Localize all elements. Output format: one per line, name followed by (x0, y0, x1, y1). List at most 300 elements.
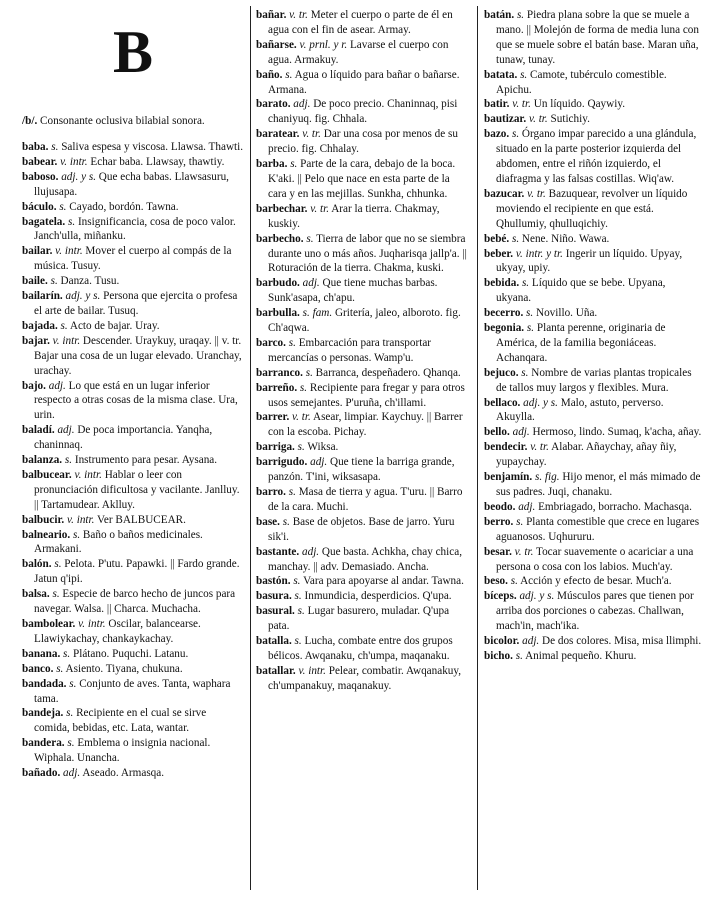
dictionary-entry (256, 455, 470, 485)
grammar-tag: s. (54, 558, 62, 571)
definition: Asear, limpiar. Kaychuy. || Barrer con la escoba. Pichay. (268, 411, 463, 439)
definition: Recipiente para fregar y para otros usos semejantes. P'uruña, ch'illami. (268, 381, 465, 409)
dictionary-entry (22, 334, 244, 379)
definition: Base de objetos. Base de jarro. Yuru sik'i. (268, 515, 455, 543)
definition: De poco precio. Chaninnaq, pisi chaniyuq. fig. Chhala. (268, 98, 458, 126)
dictionary-entry (484, 112, 702, 127)
definition: Masa de tierra y agua. T'uru. || Barro de la cara. Muchi. (268, 486, 463, 513)
headword: bandeja. (22, 707, 64, 720)
headword: becerro. (484, 307, 524, 320)
headword: barrer. (256, 411, 290, 424)
definition: Recipiente en el cual se sirve comida, bebidas, etc. Lata, wantar. (34, 707, 207, 735)
grammar-tag: s. (511, 128, 520, 141)
headword: bajar. (22, 334, 50, 347)
definition: Que basta. Achkha, chay chica, manchay. || adv. Demasiado. Ancha. (268, 545, 462, 573)
grammar-tag: s. (63, 647, 71, 660)
dictionary-entry (484, 276, 702, 306)
headword: bazucar. (484, 187, 525, 200)
dictionary-entry (256, 664, 470, 694)
headword: balón. (22, 558, 52, 571)
grammar-tag: s. (516, 9, 525, 21)
headword: bejuco. (484, 366, 519, 379)
grammar-tag: v. intr. (60, 155, 88, 168)
headword: banana. (22, 647, 61, 660)
headword: bajada. (22, 319, 58, 332)
dictionary-entry (256, 485, 470, 515)
definition: Líquido que se bebe. Upyana, ukyana. (496, 277, 666, 305)
dictionary-entry (256, 410, 470, 440)
grammar-tag: s. (294, 590, 302, 603)
dictionary-entry (256, 604, 470, 634)
dictionary-entry (484, 366, 702, 396)
dictionary-entry (22, 468, 244, 513)
definition: Oscilar, balancearse. Llawiykachay, chankaykachay. (34, 618, 201, 645)
dictionary-entry (256, 515, 470, 545)
dictionary-entry (22, 244, 244, 274)
definition: Embriagado, borracho. Machasqa. (538, 500, 692, 513)
definition: Ver BALBUCEAR. (97, 513, 186, 526)
dictionary-entry (484, 187, 702, 232)
grammar-tag: s. (50, 275, 58, 288)
definition: Conjunto de aves. Tanta, waphara tama. (34, 677, 231, 705)
definition: Alabar. Añaychay, añay ñiy, yupaychay. (496, 441, 677, 469)
grammar-tag: s. (72, 528, 81, 541)
grammar-tag: s. (60, 319, 68, 332)
headword: barbecho. (256, 232, 304, 245)
headword: barro. (256, 486, 286, 498)
grammar-tag: s. (288, 486, 296, 498)
grammar-tag: s. fam. (302, 307, 333, 320)
headword: batalla. (256, 635, 292, 648)
definition: Baño o baños medicinales. Armakani. (34, 528, 203, 556)
headword: barranco. (256, 366, 303, 379)
grammar-tag: s. (526, 307, 534, 320)
grammar-tag: s. (510, 575, 518, 588)
headword: bebé. (484, 232, 510, 245)
dictionary-entry (484, 306, 702, 321)
dictionary-entry (22, 453, 244, 468)
grammar-tag: s. (511, 232, 520, 245)
definition: Músculos pares que tienen por arriba dos porciones o cabezas. Challwan, mach'in, mach'ika. (496, 590, 694, 633)
headword: baboso. (22, 170, 59, 183)
headword: batán. (484, 9, 515, 21)
definition: Que tiene la barriga grande, panzón. T'ini, wiksasapa. (268, 456, 455, 484)
dictionary-entry (22, 557, 244, 587)
definition: Nene. Niño. Wawa. (521, 232, 610, 245)
column-1 (22, 8, 244, 892)
headword: batir. (484, 98, 510, 111)
grammar-tag: s. (59, 200, 67, 213)
headword: bendecir. (484, 441, 528, 454)
definition: Camote, tubérculo comestible. Apichu. (496, 68, 667, 96)
headword: balbucear. (22, 468, 72, 481)
definition: Acción y efecto de besar. Much'a. (520, 575, 672, 588)
headword: barco. (256, 336, 286, 349)
headword: barrigudo. (256, 456, 308, 469)
headword: baño. (256, 68, 283, 81)
definition: Pelear, combatir. Awqanakuy, ch'umpanakuy, maqanakuy. (268, 664, 462, 692)
headword: bagatela. (22, 215, 66, 228)
dictionary-entry (22, 379, 244, 424)
definition: Asiento. Tiyana, chukuna. (65, 662, 183, 675)
definition: Bazuquear, revolver un líquido moviendo el recipiente en que está. Qhullumiy, qhulluqichiy. (496, 187, 688, 230)
grammar-tag: s. (306, 232, 314, 245)
headword: barbudo. (256, 277, 300, 290)
definition: Arar la tierra. Chakmay, kuskiy. (268, 202, 440, 230)
definition: Hijo menor, el más mimado de sus padres. Juqi, chanaku. (496, 471, 701, 498)
headword: bebida. (484, 277, 520, 290)
definition: Plátano. Puquchi. Latanu. (73, 647, 189, 660)
definition: Sutichiy. (550, 113, 590, 126)
grammar-tag: v. intr. (74, 468, 102, 481)
dictionary-entry (484, 440, 702, 470)
definition: Hablar o leer con pronunciación dificultosa y vacilante. Janlluy. || Tartamudear. Aklluy. (34, 468, 240, 511)
grammar-tag: s. (68, 215, 76, 228)
dictionary-entry (484, 68, 702, 98)
grammar-tag: v. tr. (292, 411, 311, 424)
definition: Tierra de labor que no se siembra durante uno o más años. Juqharisqa jallp'a. || Roturación de la tierra. Chakma, kuski. (268, 232, 467, 275)
headword: banco. (22, 662, 54, 675)
grammar-tag: s. (282, 515, 290, 528)
grammar-tag: s. (294, 635, 302, 648)
grammar-tag: adj. (310, 456, 328, 469)
grammar-tag: s. (305, 366, 313, 379)
headword: barato. (256, 98, 291, 111)
grammar-tag: adj. y s. (65, 290, 101, 303)
grammar-tag: s. (66, 707, 74, 720)
headword: batallar. (256, 664, 296, 677)
headword: bicho. (484, 649, 513, 662)
dictionary-entry (484, 589, 702, 634)
headword: bautizar. (484, 113, 527, 126)
headword: bellaco. (484, 396, 521, 409)
definition: Saliva espesa y viscosa. Llawsa. Thawti. (61, 141, 244, 153)
headword: base. (256, 515, 280, 528)
entry-list (484, 8, 702, 664)
definition: Que tiene muchas barbas. Sunk'asapa, ch'apu. (268, 277, 438, 305)
headword: bastante. (256, 545, 300, 558)
grammar-tag: adj. (302, 277, 320, 290)
dictionary-entry (22, 587, 244, 617)
headword: batata. (484, 68, 518, 81)
headword: barba. (256, 158, 288, 171)
grammar-tag: v. tr. (527, 187, 546, 200)
grammar-tag: s. (516, 515, 524, 528)
definition: Embarcación para transportar mercancías o personas. Wamp'u. (268, 336, 432, 364)
definition: Vara para apoyarse al andar. Tawna. (303, 575, 464, 588)
headword: bajo. (22, 379, 46, 392)
dictionary-entry (22, 647, 244, 662)
definition: Nombre de varias plantas tropicales de tallos muy largos y flexibles. Mura. (496, 366, 692, 394)
headword: balsa. (22, 588, 50, 601)
dictionary-entry (256, 589, 470, 604)
headword: barreño. (256, 381, 298, 394)
dictionary-entry (22, 289, 244, 319)
dictionary-entry (22, 200, 244, 215)
grammar-tag: v. intr. (52, 334, 81, 347)
definition: Lavarse el cuerpo con agua. Armakuy. (268, 38, 449, 66)
headword: bastón. (256, 575, 291, 588)
dictionary-entry (484, 470, 702, 500)
dictionary-entry (256, 366, 470, 381)
headword: bandada. (22, 677, 67, 690)
grammar-tag: s. (285, 68, 293, 81)
definition: Animal pequeño. Khuru. (525, 649, 637, 662)
headword: barriga. (256, 441, 295, 454)
definition: Persona que ejercita o profesa el arte de bailar. Tusuq. (34, 290, 238, 317)
dictionary-entry (256, 276, 470, 306)
headword: bicolor. (484, 635, 520, 648)
dictionary-entry (484, 232, 702, 247)
grammar-tag: s. (67, 737, 75, 750)
headword: bazo. (484, 128, 510, 141)
grammar-tag: s. (64, 454, 73, 467)
intro-text: Consonante oclusiva bilabial sonora. (37, 115, 205, 127)
headword: benjamín. (484, 471, 533, 484)
dictionary-entry (256, 8, 470, 38)
dictionary-entry (256, 574, 470, 589)
headword: baba. (22, 141, 49, 153)
column-divider (477, 6, 478, 890)
grammar-tag: v. tr. (528, 113, 548, 126)
grammar-tag: v. tr. (310, 202, 330, 215)
definition: Pelota. P'utu. Papawki. || Fardo grande. Jatun q'ipi. (34, 558, 240, 586)
dictionary-entry (484, 574, 702, 589)
grammar-tag: adj. (293, 98, 311, 111)
dictionary-entry (22, 528, 244, 558)
headword: balneario. (22, 528, 71, 541)
definition: Lucha, combate entre dos grupos bélicos. Awqanaku, ch'umpa, maqanaku. (268, 635, 453, 662)
dictionary-entry (256, 336, 470, 366)
definition: Especie de barco hecho de juncos para navegar. Walsa. || Charca. Muchacha. (34, 588, 236, 616)
dictionary-entry (256, 97, 470, 127)
headword: bañarse. (256, 38, 297, 51)
grammar-tag: v. intr. (298, 664, 326, 677)
definition: Aseado. Armasqa. (82, 767, 165, 780)
grammar-tag: adj. (518, 500, 536, 513)
definition: Lo que está en un lugar inferior respecto a otras cosas de la misma clase. Ura, urin. (34, 379, 238, 422)
grammar-tag: s. fig. (534, 471, 560, 484)
definition: Insignificancia, cosa de poco valor. Janch'ulla, miñanku. (34, 215, 236, 243)
headword: bañado. (22, 767, 61, 780)
definition: Que echa babas. Llawsasuru, llujusapa. (34, 170, 229, 198)
definition: Cayado, bordón. Tawna. (69, 200, 179, 213)
grammar-tag: v. tr. (512, 98, 531, 111)
dictionary-entry (22, 513, 244, 528)
headword: barbechar. (256, 202, 308, 215)
dictionary-entry (484, 8, 702, 68)
grammar-tag: s. (521, 277, 530, 290)
letter-intro (22, 114, 244, 129)
grammar-tag: s. (297, 441, 305, 454)
entry-list (256, 8, 470, 694)
dictionary-entry (22, 140, 244, 155)
column-divider (250, 6, 251, 890)
intro-head: /b/. (22, 115, 38, 127)
grammar-tag: s. (515, 649, 523, 662)
headword: báculo. (22, 200, 57, 213)
dictionary-entry (484, 425, 702, 440)
dictionary-entry (484, 515, 702, 545)
grammar-tag: adj. (522, 635, 540, 648)
definition: Lugar basurero, muladar. Q'upa pata. (268, 605, 450, 633)
definition: De dos colores. Misa, misa llimphi. (542, 635, 702, 648)
grammar-tag: v. prnl. y r. (299, 38, 348, 51)
definition: Emblema o insignia nacional. Wiphala. Unancha. (34, 737, 211, 765)
headword: bello. (484, 426, 510, 439)
dictionary-entry (22, 706, 244, 736)
definition: Un líquido. Qaywiy. (533, 98, 625, 111)
definition: Agua o líquido para bañar o bañarse. Armana. (268, 68, 460, 96)
dictionary-entry (22, 662, 244, 677)
grammar-tag: s. (51, 141, 59, 153)
dictionary-entry (22, 155, 244, 170)
grammar-tag: v. tr. (289, 9, 308, 21)
grammar-tag: s. (52, 588, 60, 601)
dictionary-entry (484, 649, 702, 664)
headword: balbucir. (22, 513, 65, 526)
headword: baladí. (22, 424, 55, 437)
headword: berro. (484, 515, 514, 528)
dictionary-entry (484, 321, 702, 366)
definition: Dar una cosa por menos de su precio. fig. Chhalay. (268, 128, 458, 156)
headword: barbulla. (256, 307, 300, 320)
headword: basura. (256, 590, 292, 603)
grammar-tag: s. (520, 68, 528, 81)
definition: Planta comestible que crece en lugares aguanosos. Uqhururu. (496, 515, 700, 543)
dictionary-entry (256, 381, 470, 411)
grammar-tag: adj. (302, 545, 320, 558)
dictionary-entry (484, 634, 702, 649)
dictionary-entry (256, 232, 470, 277)
dictionary-entry (22, 736, 244, 766)
column-2 (256, 8, 470, 892)
definition: Barranca, despeñadero. Qhanqa. (315, 366, 461, 379)
definition: Malo, astuto, perverso. Akuylla. (496, 396, 664, 424)
dictionary-entry (484, 127, 702, 187)
dictionary-entry (256, 634, 470, 664)
grammar-tag: adj. y s. (61, 170, 96, 183)
headword: basural. (256, 605, 295, 618)
dictionary-entry (22, 170, 244, 200)
grammar-tag: s. (69, 677, 77, 690)
definition: Instrumento para pesar. Aysana. (74, 454, 218, 467)
headword: bañar. (256, 9, 287, 21)
entry-list (22, 140, 244, 781)
dictionary-entry (256, 545, 470, 575)
dictionary-entry (22, 617, 244, 647)
headword: baratear. (256, 128, 300, 141)
grammar-tag: v. tr. (514, 545, 534, 558)
definition: Piedra plana sobre la que se muele a mano. || Molejón de forma de media luna con que se muele sobre el batán base. Maran uña, tunaw, tunay. (496, 9, 699, 66)
headword: beso. (484, 575, 508, 588)
headword: bailar. (22, 245, 53, 258)
dictionary-entry (22, 677, 244, 707)
dictionary-entry (484, 545, 702, 575)
headword: beber. (484, 247, 514, 260)
grammar-tag: adj. (57, 424, 75, 437)
dictionary-entry (256, 306, 470, 336)
headword: babear. (22, 155, 58, 168)
headword: bailarín. (22, 290, 63, 303)
definition: Novillo. Uña. (536, 307, 598, 320)
definition: Descender. Uraykuy, uraqay. || v. tr. Bajar una cosa de un lugar elevado. Uranchay, urachay. (34, 334, 242, 377)
grammar-tag: s. (299, 381, 308, 394)
grammar-tag: adj. y s. (523, 396, 558, 409)
definition: Acto de bajar. Uray. (69, 319, 160, 332)
column-3 (484, 8, 702, 892)
definition: Inmundicia, desperdicios. Q'upa. (304, 590, 452, 603)
grammar-tag: s. (290, 158, 298, 171)
headword: begonia. (484, 322, 525, 335)
headword: besar. (484, 545, 512, 558)
headword: baile. (22, 275, 48, 288)
grammar-tag: v. tr. (302, 128, 321, 141)
grammar-tag: adj. y s. (519, 590, 555, 603)
grammar-tag: v. intr. (66, 513, 95, 526)
dictionary-entry (484, 97, 702, 112)
grammar-tag: adj. (48, 379, 66, 392)
definition: Danza. Tusu. (60, 275, 120, 288)
dictionary-entry (22, 274, 244, 289)
headword: beodo. (484, 500, 516, 513)
dictionary-entry (22, 423, 244, 453)
definition: Tocar suavemente o acariciar a una persona o cosa con los labios. Much'ay. (496, 545, 694, 573)
dictionary-entry (22, 319, 244, 334)
grammar-tag: s. (293, 575, 301, 588)
dictionary-entry (22, 766, 244, 781)
grammar-tag: adj. (512, 426, 530, 439)
definition: De poca importancia. Yanqha, chaninnaq. (34, 424, 213, 452)
definition: Hermoso, lindo. Sumaq, k'acha, añay. (532, 426, 702, 439)
grammar-tag: v. tr. (530, 441, 549, 454)
definition: Gritería, jaleo, alboroto. fig. Ch'aqwa. (268, 307, 461, 335)
dictionary-entry (256, 127, 470, 157)
grammar-tag: s. (526, 322, 535, 335)
grammar-tag: v. intr. y tr. (515, 247, 563, 260)
definition: Parte de la cara, debajo de la boca. K'aki. || Pelo que nace en esta parte de la cara y en las mejillas. Sunkha, chhunka. (268, 158, 456, 200)
grammar-tag: s. (297, 605, 305, 618)
dictionary-entry (256, 440, 470, 455)
dictionary-entry (256, 202, 470, 232)
grammar-tag: s. (521, 366, 529, 379)
definition: Wiksa. (307, 441, 339, 454)
definition: Mover el cuerpo al compás de la música. Tusuy. (34, 245, 232, 273)
definition: Órgano impar parecido a una glándula, situado en la parte posterior izquierda del abdomen, entre el riñón izquierdo, el diafragma y las falsas costillas. Wiq'aw. (496, 128, 697, 185)
headword: bambolear. (22, 618, 76, 630)
dictionary-entry (484, 500, 702, 515)
dictionary-entry (256, 157, 470, 202)
definition: Meter el cuerpo o parte de él en agua con el fin de asear. Armay. (268, 9, 453, 36)
grammar-tag: s. (288, 336, 296, 349)
dictionary-entry (484, 396, 702, 426)
headword: bíceps. (484, 590, 517, 603)
definition: Echar baba. Llawsay, thawtiy. (90, 155, 225, 168)
grammar-tag: v. intr. (55, 245, 83, 258)
dictionary-entry (256, 38, 470, 68)
section-letter: B (112, 19, 154, 85)
grammar-tag: s. (56, 662, 64, 675)
dictionary-entry (256, 68, 470, 98)
dictionary-entry (22, 215, 244, 245)
definition: Planta perenne, originaria de América, de la familia begoniáceas. Achanqara. (496, 322, 666, 364)
dictionary-entry (484, 247, 702, 277)
headword: bandera. (22, 737, 65, 750)
definition: Ingerir un líquido. Upyay, ukyay, upiy. (496, 247, 683, 275)
grammar-tag: adj. (63, 767, 81, 780)
headword: balanza. (22, 454, 63, 467)
grammar-tag: v. intr. (78, 618, 106, 630)
